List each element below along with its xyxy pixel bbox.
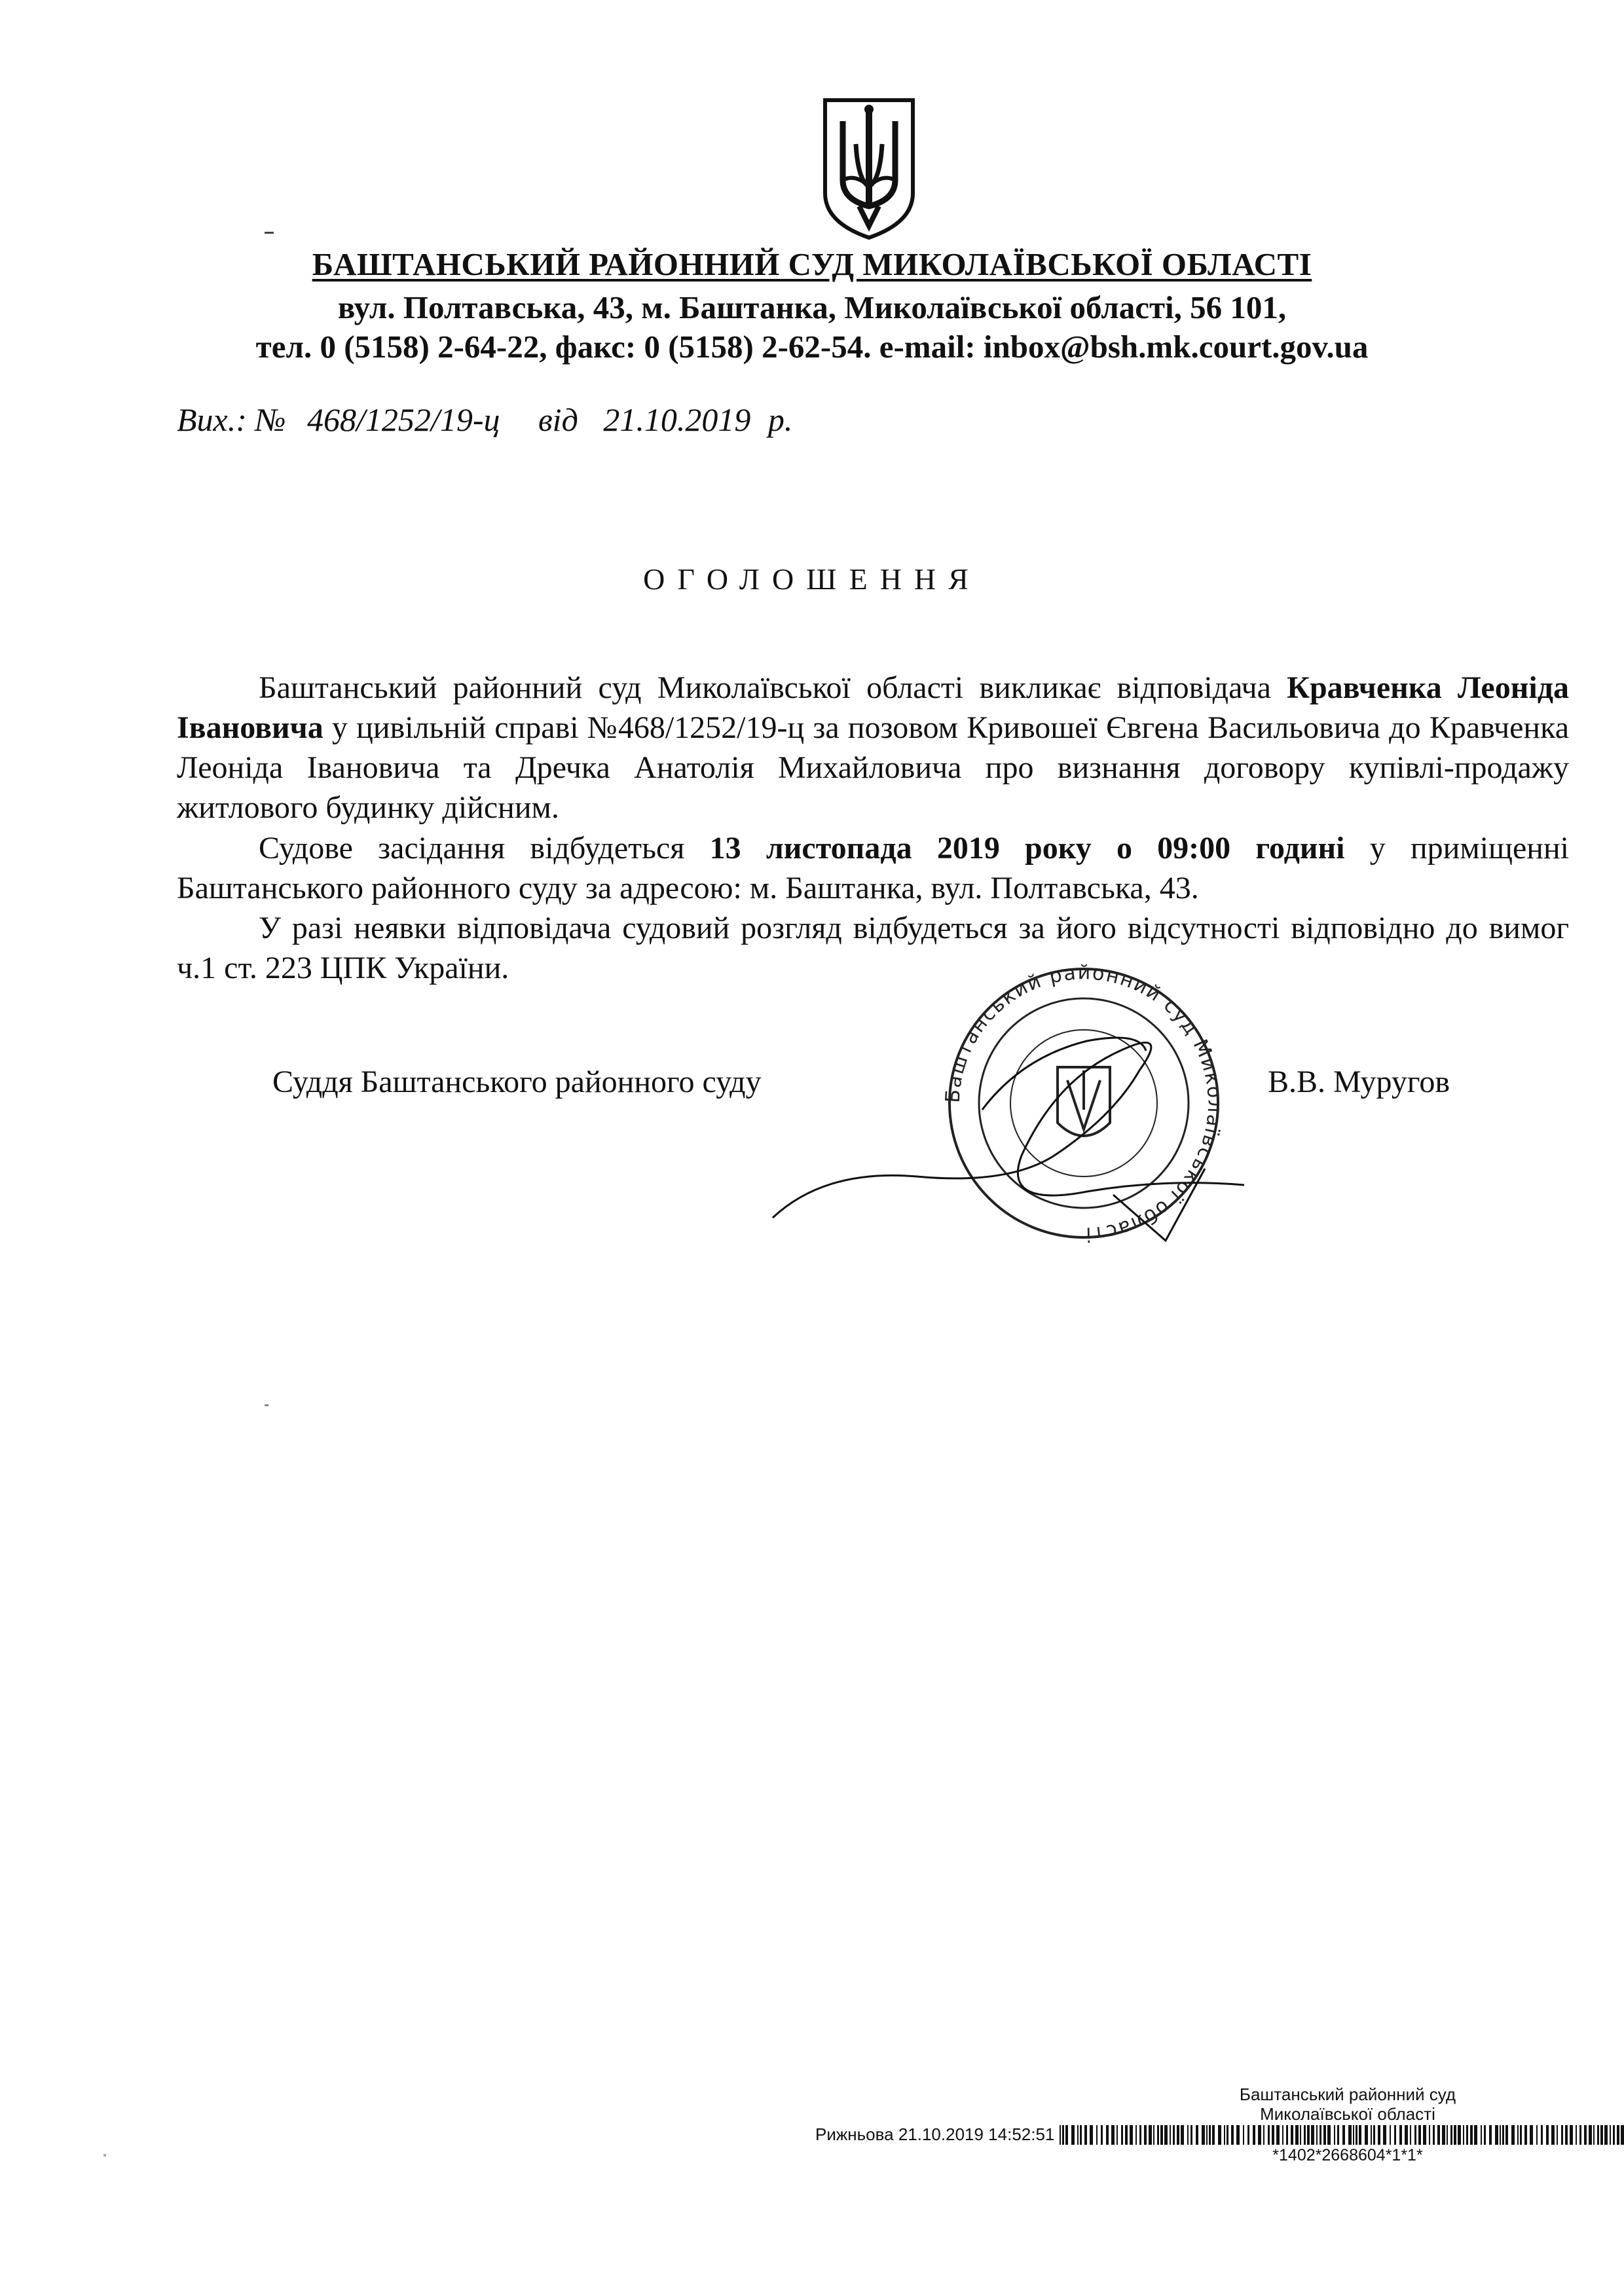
reference-from-label: від: [538, 401, 578, 438]
judge-title: Суддя Баштанського районного суду: [272, 1065, 762, 1099]
reference-suffix: р.: [767, 401, 793, 438]
registration-court: [1197, 2085, 1498, 2124]
coat-of-arms-icon: [820, 95, 918, 242]
registration-court-line1: Баштанський районний суд: [1239, 2085, 1456, 2104]
reference-number: 468/1252/19-ц: [307, 401, 500, 438]
paragraph-hearing: [177, 828, 1569, 908]
court-contacts: тел. 0 (5158) 2-64-22, факс: 0 (5158) 2-62-54. e-mail: inbox@bsh.mk.court.gov.ua: [255, 329, 1369, 365]
hearing-datetime: 13 листопада 2019 року о 09:00 годині: [709, 831, 1345, 866]
defendant-name: Кравченка Леоніда Івановича: [177, 670, 1569, 745]
summons-text-end: у цивільній справі №468/1252/19-ц за позовом Кривошеї Євгена Васильовича до Кравченка Леоніда Івановича та Дречка Анатолія Михайловича про визнання договору купівлі-продажу житлового будинку дійсним.: [177, 710, 1569, 825]
court-name-heading: БАШТАНСЬКИЙ РАЙОННИЙ СУД МИКОЛАЇВСЬКОЇ ОБЛАСТІ: [312, 246, 1312, 282]
court-seal-with-signature: [747, 959, 1310, 1300]
hearing-text-start: Судове засідання відбудеться: [259, 831, 710, 866]
registration-court-line2: Миколаївської області: [1260, 2104, 1435, 2124]
registration-line: [815, 2124, 1624, 2145]
document-title: ОГОЛОШЕННЯ: [643, 562, 981, 596]
paragraph-absence: У разі неявки відповідача судовий розгляд відбудеться за його відсутності відповідно до вимог ч.1 ст. 223 ЦПК України.: [177, 911, 1569, 985]
judge-name: В.В. Муругов: [1268, 1065, 1450, 1099]
scan-speck: [265, 232, 274, 234]
hearing-text-end: у приміщенні Баштанського районного суду за адресою: м. Баштанка, вул. Полтавська, 43.: [177, 831, 1570, 905]
scan-speck: [265, 1404, 268, 1406]
scan-speck: [103, 2154, 106, 2157]
barcode-icon: [1060, 2125, 1624, 2145]
summons-text-start: Баштанський районний суд Миколаївської області викликає відповідача: [259, 670, 1287, 705]
registration-code: *1402*2668604*1*1*: [1272, 2146, 1423, 2164]
registration-stamp: Рижньова 21.10.2019 14:52:51: [815, 2124, 1055, 2144]
outgoing-reference: [177, 401, 792, 439]
reference-date: 21.10.2019: [603, 401, 751, 438]
paragraph-summons: [177, 668, 1569, 828]
svg-text:Баштанський районний суд Микол: Баштанський районний суд Миколаївської області: [941, 961, 1227, 1246]
reference-prefix: Вих.: №: [177, 401, 286, 438]
court-address: вул. Полтавська, 43, м. Баштанка, Миколаївської області, 56 101,: [337, 289, 1287, 325]
